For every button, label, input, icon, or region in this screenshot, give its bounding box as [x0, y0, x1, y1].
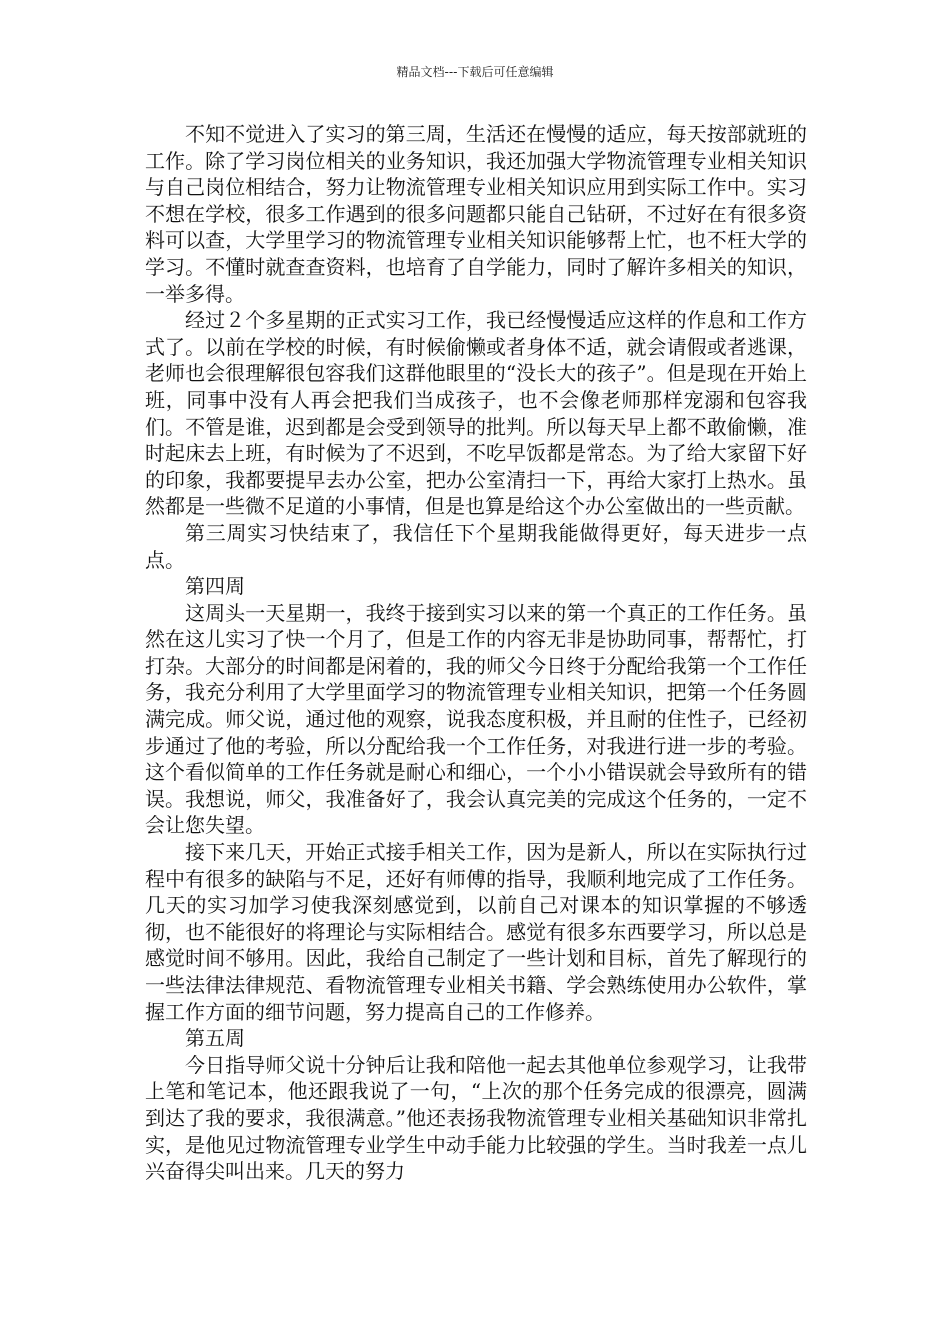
document-body: [145, 121, 807, 1185]
paragraph-week4-work: 接下来几天，开始正式接手相关工作，因为是新人，所以在实际执行过程中有很多的缺陷与不足，还好有师傅的指导，我顺利地完成了工作任务。几天的实习加学习使我深刻感觉到，以前自己对课本的知识掌握的不够透彻，也不能很好的将理论与实际相结合。感觉有很多东西要学习，所以总是感觉时间不够用。因此，我给自己制定了一些计划和目标，首先了解现行的一些法律法律规范、看物流管理专业相关书籍、学会熟练使用办公软件，掌握工作方面的细节问题，努力提高自己的工作修养。: [145, 840, 807, 1024]
page-header: 精品文档---下载后可任意编辑: [396, 65, 554, 79]
paragraph-week4-task: 这周头一天星期一，我终于接到实习以来的第一个真正的工作任务。虽然在这儿实习了快一个月了，但是工作的内容无非是协助同事，帮帮忙，打打杂。大部分的时间都是闲着的，我的师父今日终于分配给我第一个工作任务，我充分利用了大学里面学习的物流管理专业相关知识，把第一个任务圆满完成。师父说，通过他的观察，说我态度积极，并且耐的住性子，已经初步通过了他的考验，所以分配给我一个工作任务，对我进行进一步的考验。这个看似简单的工作任务就是耐心和细心，一个小小错误就会导致所有的错误。我想说，师父，我准备好了，我会认真完美的完成这个任务的，一定不会让您失望。: [145, 600, 807, 838]
paragraph-week3-summary: 第三周实习快结束了，我信任下个星期我能做得更好，每天进步一点点。: [145, 520, 807, 572]
paragraph-week3-intro: 不知不觉进入了实习的第三周，生活还在慢慢的适应，每天按部就班的工作。除了学习岗位相关的业务知识，我还加强大学物流管理专业相关知识与自己岗位相结合，努力让物流管理专业相关知识应用到实际工作中。实习不想在学校，很多工作遇到的很多问题都只能自己钻研，不过好在有很多资料可以查，大学里学习的物流管理专业相关知识能够帮上忙，也不枉大学的学习。不懂时就查查资料，也培育了自学能力，同时了解许多相关的知识，一举多得。: [145, 122, 807, 306]
section-heading-week4: 第四周: [185, 574, 245, 599]
section-heading-week5: 第五周: [185, 1026, 245, 1051]
paragraph-week5-visit: 今日指导师父说十分钟后让我和陪他一起去其他单位参观学习，让我带上笔和笔记本，他还跟我说了一句，“上次的那个任务完成的很漂亮，圆满到达了我的要求，我很满意。”他还表扬我物流管理专业相关基础知识非常扎实，是他见过物流管理专业学生中动手能力比较强的学生。当时我差一点儿兴奋得尖叫出来。几天的努力: [145, 1052, 807, 1184]
paragraph-week3-routine: 经过２个多星期的正式实习工作，我已经慢慢适应这样的作息和工作方式了。以前在学校的时候，有时候偷懒或者身体不适，就会请假或者逃课，老师也会很理解很包容我们这群他眼里的“没长大的孩子”。但是现在开始上班，同事中没有人再会把我们当成孩子，也不会像老师那样宠溺和包容我们。不管是谁，迟到都是会受到领导的批判。所以每天早上都不敢偷懒，准时起床去上班，有时候为了不迟到，不吃早饭都是常态。为了给大家留下好的印象，我都要提早去办公室，把办公室清扫一下，再给大家打上热水。虽然都是一些微不足道的小事情，但是也算是给这个办公室做出的一些贡献。: [145, 308, 807, 519]
